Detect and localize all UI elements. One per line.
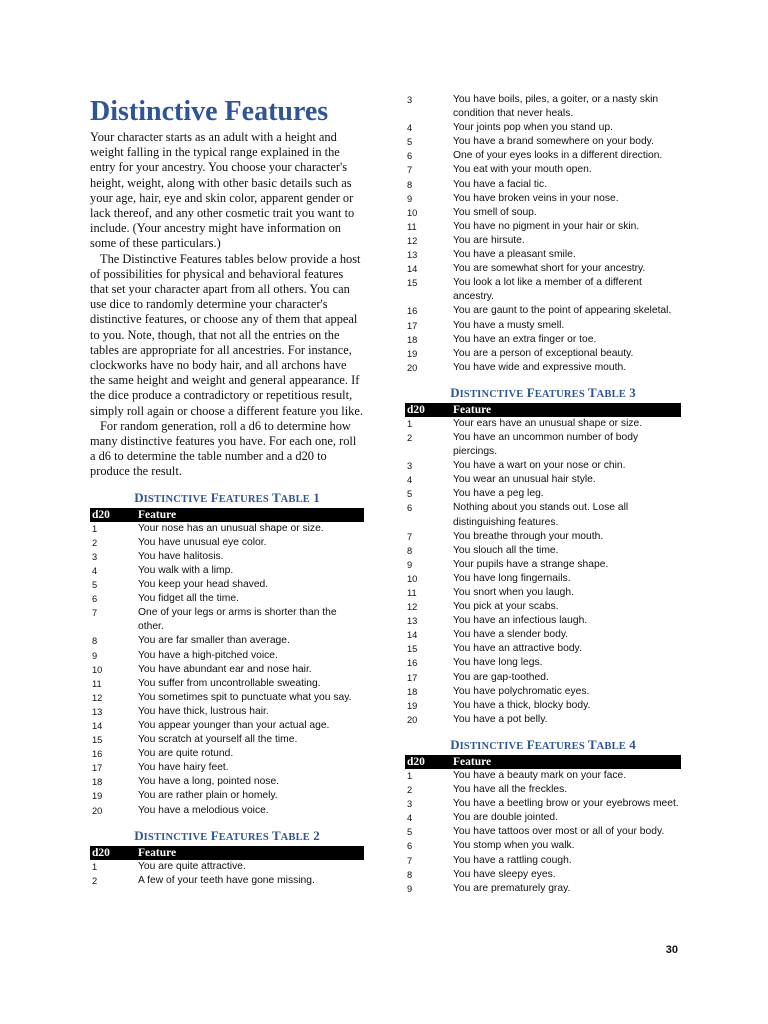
row-roll: 4 bbox=[92, 565, 98, 576]
table-row bbox=[90, 789, 364, 803]
row-feature: You snort when you laugh. bbox=[453, 587, 574, 598]
table-title: DISTINCTIVE FEATURES TABLE 2 bbox=[134, 827, 320, 843]
table-row bbox=[90, 536, 364, 550]
row-feature: You slouch all the time. bbox=[453, 544, 559, 556]
row-feature: You smell of soup. bbox=[453, 206, 537, 218]
table-row bbox=[405, 656, 681, 670]
page-number: 30 bbox=[665, 944, 678, 956]
row-feature: You are gaunt to the point of appearing skeletal. bbox=[453, 305, 672, 317]
row-feature: You have abundant ear and nose hair. bbox=[138, 663, 312, 675]
row-roll: 6 bbox=[407, 503, 413, 514]
table-row bbox=[405, 882, 681, 896]
table-row bbox=[405, 121, 681, 135]
row-roll: 9 bbox=[407, 193, 413, 204]
row-roll: 4 bbox=[407, 475, 413, 486]
row-feature: You have sleepy eyes. bbox=[453, 868, 556, 880]
row-feature: Your ears have an unusual shape or size. bbox=[453, 417, 643, 429]
row-roll: 6 bbox=[407, 841, 413, 852]
table-row bbox=[405, 685, 681, 699]
table-number: 4 bbox=[629, 736, 636, 752]
table-row bbox=[90, 691, 364, 705]
row-feature: You have all the freckles. bbox=[453, 784, 568, 796]
table-row bbox=[405, 206, 681, 220]
header-feature: Feature bbox=[453, 403, 492, 416]
table-row bbox=[405, 347, 681, 361]
intro-paragraph: Your character starts as an adult with a height and weight falling in the typical range explained in the entry for your ancestry. You choose your character's height, weight, along with other basic details such as your age, hair, eye and skin color, apparent gender or lack thereof, and any other cosmetic trait you want to include. (Your ancestry might have information on some of these particulars.) bbox=[90, 130, 355, 251]
row-roll: 1 bbox=[407, 418, 413, 429]
row-feature: You have a beauty mark on your face. bbox=[453, 769, 627, 781]
row-feature: You keep your head shaved. bbox=[138, 579, 269, 591]
table-row bbox=[90, 775, 364, 789]
row-roll: 1 bbox=[92, 523, 98, 534]
header-feature: Feature bbox=[138, 846, 177, 859]
row-feature: Nothing about you stands out. Lose all distinguishing features. bbox=[453, 502, 629, 528]
row-feature: You have long legs. bbox=[453, 657, 543, 669]
row-roll: 5 bbox=[407, 489, 413, 500]
row-feature: A few of your teeth have gone missing. bbox=[138, 874, 315, 886]
table-row bbox=[405, 178, 681, 192]
row-roll: 1 bbox=[407, 770, 413, 781]
table-1 bbox=[90, 490, 364, 818]
table-row bbox=[405, 671, 681, 685]
table-row bbox=[405, 487, 681, 501]
table-row bbox=[405, 417, 681, 431]
row-feature: You have wide and expressive mouth. bbox=[453, 361, 627, 373]
table-row bbox=[405, 713, 681, 727]
table-number: 3 bbox=[629, 384, 636, 400]
table-row bbox=[405, 642, 681, 656]
row-roll: 8 bbox=[407, 869, 413, 880]
row-roll: 19 bbox=[407, 348, 418, 359]
row-feature: You have a rattling cough. bbox=[453, 854, 572, 866]
row-feature: You suffer from uncontrollable sweating. bbox=[138, 677, 321, 689]
row-roll: 2 bbox=[92, 875, 98, 886]
row-feature: You have a brand somewhere on your body. bbox=[453, 136, 654, 148]
row-roll: 15 bbox=[92, 735, 103, 746]
table-row bbox=[90, 677, 364, 691]
table-row bbox=[405, 473, 681, 487]
row-feature: You eat with your mouth open. bbox=[453, 164, 592, 176]
row-feature: You have broken veins in your nose. bbox=[453, 192, 619, 204]
table-number: 2 bbox=[313, 827, 320, 843]
table-row bbox=[405, 544, 681, 558]
row-roll: 7 bbox=[92, 608, 98, 619]
row-roll: 16 bbox=[92, 749, 103, 760]
table-row bbox=[90, 578, 364, 592]
row-feature: You have boils, piles, a goiter, or a nasty skin condition that never heals. bbox=[453, 94, 659, 120]
row-feature: You have a wart on your nose or chin. bbox=[453, 460, 626, 472]
row-feature: Your joints pop when you stand up. bbox=[453, 122, 613, 134]
table-title: DISTINCTIVE FEATURES TABLE 3 bbox=[450, 384, 636, 400]
table-row bbox=[405, 586, 681, 600]
row-feature: You have a pot belly. bbox=[453, 713, 548, 725]
row-feature: You are a person of exceptional beauty. bbox=[453, 347, 634, 359]
row-roll: 17 bbox=[92, 763, 103, 774]
table-row bbox=[405, 234, 681, 248]
table-row bbox=[90, 649, 364, 663]
row-roll: 2 bbox=[407, 785, 413, 796]
header-d20: d20 bbox=[407, 755, 425, 768]
row-feature: You appear younger than your actual age. bbox=[138, 719, 330, 731]
table-header bbox=[405, 755, 681, 769]
table-header bbox=[90, 846, 364, 860]
row-roll: 20 bbox=[407, 714, 418, 725]
table-row bbox=[405, 149, 681, 163]
row-feature: You have a musty smell. bbox=[453, 319, 565, 331]
row-feature: You have an infectious laugh. bbox=[453, 615, 588, 627]
table-row bbox=[90, 733, 364, 747]
row-feature: You pick at your scabs. bbox=[453, 601, 559, 613]
row-feature: You have hairy feet. bbox=[138, 762, 229, 774]
table-row bbox=[405, 783, 681, 797]
row-feature: You scratch at yourself all the time. bbox=[138, 734, 298, 746]
row-roll: 3 bbox=[407, 461, 413, 472]
left-column bbox=[90, 96, 364, 888]
table-row bbox=[405, 797, 681, 811]
row-roll: 14 bbox=[407, 264, 418, 275]
table-row bbox=[405, 135, 681, 149]
row-roll: 8 bbox=[407, 179, 413, 190]
table-header bbox=[90, 508, 364, 522]
row-roll: 20 bbox=[92, 805, 103, 816]
header-d20: d20 bbox=[92, 508, 110, 521]
table-row bbox=[90, 522, 364, 536]
row-roll: 11 bbox=[92, 678, 102, 689]
row-roll: 15 bbox=[407, 278, 418, 289]
row-roll: 10 bbox=[92, 664, 103, 675]
row-feature: You have a slender body. bbox=[453, 629, 569, 641]
row-feature: You are somewhat short for your ancestry. bbox=[453, 263, 646, 275]
table-row bbox=[405, 262, 681, 276]
row-feature: You have a high-pitched voice. bbox=[138, 649, 278, 661]
row-feature: You breathe through your mouth. bbox=[453, 530, 604, 542]
row-feature: You are quite attractive. bbox=[138, 860, 246, 872]
row-feature: You are rather plain or homely. bbox=[138, 790, 278, 802]
row-roll: 9 bbox=[407, 559, 413, 570]
table-row bbox=[405, 248, 681, 262]
row-roll: 2 bbox=[92, 537, 98, 548]
row-roll: 14 bbox=[92, 720, 103, 731]
row-feature: You have a beetling brow or your eyebrows meet. bbox=[453, 798, 679, 810]
right-column bbox=[405, 93, 681, 896]
row-roll: 6 bbox=[407, 151, 413, 162]
row-roll: 15 bbox=[407, 644, 418, 655]
table-row bbox=[405, 699, 681, 713]
row-roll: 16 bbox=[407, 658, 418, 669]
row-roll: 9 bbox=[407, 883, 413, 894]
row-feature: You have a peg leg. bbox=[453, 488, 544, 500]
table-row bbox=[405, 459, 681, 473]
table-row bbox=[90, 592, 364, 606]
table-row bbox=[405, 163, 681, 177]
table-row bbox=[405, 868, 681, 882]
row-roll: 4 bbox=[407, 813, 413, 824]
row-feature: Your nose has an unusual shape or size. bbox=[138, 522, 324, 534]
row-roll: 18 bbox=[407, 686, 418, 697]
row-feature: You have an extra finger or toe. bbox=[453, 333, 597, 345]
table-row bbox=[405, 501, 681, 529]
row-feature: You walk with a limp. bbox=[138, 564, 234, 576]
table-row bbox=[90, 606, 364, 634]
row-feature: You are prematurely gray. bbox=[453, 882, 571, 894]
header-d20: d20 bbox=[92, 846, 110, 859]
row-roll: 17 bbox=[407, 672, 418, 683]
row-feature: One of your legs or arms is shorter than the other. bbox=[138, 607, 337, 633]
row-feature: You have thick, lustrous hair. bbox=[138, 705, 269, 717]
page-title: Distinctive Features bbox=[90, 96, 329, 127]
header-d20: d20 bbox=[407, 403, 425, 416]
row-roll: 8 bbox=[407, 545, 413, 556]
row-feature: You have a thick, blocky body. bbox=[453, 699, 591, 711]
row-roll: 16 bbox=[407, 306, 418, 317]
row-feature: You are quite rotund. bbox=[138, 748, 234, 760]
row-feature: You have halitosis. bbox=[138, 550, 224, 562]
table-row bbox=[405, 192, 681, 206]
row-roll: 13 bbox=[407, 616, 418, 627]
row-roll: 10 bbox=[407, 573, 418, 584]
row-feature: You have long fingernails. bbox=[453, 572, 571, 584]
row-roll: 1 bbox=[92, 861, 98, 872]
table-row bbox=[90, 747, 364, 761]
row-roll: 4 bbox=[407, 123, 413, 134]
table-row bbox=[405, 839, 681, 853]
table-row bbox=[405, 304, 681, 318]
table-row bbox=[405, 431, 681, 459]
row-feature: You sometimes spit to punctuate what you say. bbox=[138, 691, 352, 703]
table-row bbox=[405, 854, 681, 868]
table-row bbox=[90, 550, 364, 564]
table-title: DISTINCTIVE FEATURES TABLE 1 bbox=[134, 489, 320, 505]
table-row bbox=[405, 811, 681, 825]
table-row bbox=[90, 705, 364, 719]
table-row bbox=[405, 628, 681, 642]
row-feature: You have polychromatic eyes. bbox=[453, 685, 590, 697]
table-row bbox=[90, 663, 364, 677]
row-roll: 11 bbox=[407, 221, 417, 232]
row-roll: 13 bbox=[92, 706, 103, 717]
table-row bbox=[405, 558, 681, 572]
row-roll: 12 bbox=[92, 692, 103, 703]
row-feature: You are gap-toothed. bbox=[453, 671, 549, 683]
table-header bbox=[405, 403, 681, 417]
table-row bbox=[405, 220, 681, 234]
row-roll: 11 bbox=[407, 588, 417, 598]
row-roll: 20 bbox=[407, 362, 418, 373]
table-row bbox=[90, 874, 364, 888]
table-2 bbox=[90, 828, 364, 888]
table-row bbox=[90, 634, 364, 648]
row-roll: 9 bbox=[92, 650, 98, 661]
row-feature: You have unusual eye color. bbox=[138, 536, 267, 548]
row-roll: 7 bbox=[407, 855, 413, 866]
table-4 bbox=[405, 737, 681, 896]
row-roll: 18 bbox=[407, 334, 418, 345]
row-roll: 2 bbox=[407, 432, 413, 443]
row-feature: You have a pleasant smile. bbox=[453, 249, 576, 261]
row-roll: 18 bbox=[92, 777, 103, 788]
row-roll: 5 bbox=[407, 137, 413, 148]
table-title: DISTINCTIVE FEATURES TABLE 4 bbox=[450, 736, 636, 752]
row-roll: 3 bbox=[407, 799, 413, 810]
row-feature: You are far smaller than average. bbox=[138, 635, 290, 647]
row-roll: 3 bbox=[92, 551, 98, 562]
row-roll: 13 bbox=[407, 250, 418, 261]
row-roll: 7 bbox=[407, 165, 413, 176]
table-2-continued bbox=[405, 93, 681, 375]
row-roll: 5 bbox=[407, 827, 413, 838]
random-paragraph: For random generation, roll a d6 to determine how many distinctive features you have. For each one, roll a d6 to determine the table number and a d20 to produce the result. bbox=[90, 418, 357, 479]
table-row bbox=[405, 276, 681, 304]
row-feature: You fidget all the time. bbox=[138, 593, 239, 605]
row-roll: 14 bbox=[407, 630, 418, 641]
row-feature: You have tattoos over most or all of your body. bbox=[453, 826, 665, 838]
row-roll: 8 bbox=[92, 636, 98, 647]
table-3 bbox=[405, 385, 681, 727]
table-row bbox=[405, 614, 681, 628]
table-row bbox=[405, 333, 681, 347]
row-feature: You have a long, pointed nose. bbox=[138, 776, 280, 788]
row-feature: You stomp when you walk. bbox=[453, 840, 575, 852]
row-feature: You are double jointed. bbox=[453, 812, 558, 824]
row-feature: Your pupils have a strange shape. bbox=[453, 558, 609, 570]
row-feature: You have an attractive body. bbox=[453, 643, 582, 655]
row-roll: 12 bbox=[407, 235, 418, 246]
row-roll: 10 bbox=[407, 207, 418, 218]
table-row bbox=[405, 572, 681, 586]
table-row bbox=[90, 719, 364, 733]
row-feature: You have a facial tic. bbox=[453, 178, 548, 190]
table-row bbox=[405, 600, 681, 614]
row-feature: You have an uncommon number of body piercings. bbox=[453, 431, 639, 458]
row-roll: 3 bbox=[407, 95, 413, 105]
table-row bbox=[90, 761, 364, 775]
row-feature: You wear an unusual hair style. bbox=[453, 474, 596, 486]
header-feature: Feature bbox=[138, 508, 177, 521]
row-feature: You are hirsute. bbox=[453, 234, 525, 246]
table-row bbox=[90, 564, 364, 578]
row-feature: You have a melodious voice. bbox=[138, 804, 269, 816]
table-row bbox=[405, 530, 681, 544]
row-feature: You look a lot like a member of a different ancestry. bbox=[453, 277, 642, 303]
table-row bbox=[90, 860, 364, 874]
row-roll: 6 bbox=[92, 594, 98, 605]
row-roll: 19 bbox=[92, 791, 103, 802]
row-roll: 5 bbox=[92, 580, 98, 591]
row-roll: 12 bbox=[407, 602, 418, 613]
table-row bbox=[90, 804, 364, 818]
table-row bbox=[405, 93, 681, 121]
table-row bbox=[405, 319, 681, 333]
row-feature: You have no pigment in your hair or skin. bbox=[453, 220, 640, 232]
row-roll: 7 bbox=[407, 531, 413, 542]
table-row bbox=[405, 769, 681, 783]
table-number: 1 bbox=[313, 489, 320, 505]
row-roll: 19 bbox=[407, 700, 418, 711]
table-row bbox=[405, 825, 681, 839]
tables-paragraph: The Distinctive Features tables below provide a host of possibilities for physical and behavioral features that set your character apart from all others. You can use dice to randomly determine your character's distinctive features, or choose any of them that appeal to you. Note, though, that not all the entries on the tables are appropriate for all ancestries. For instance, clockworks have no body hair, and all archons have the same height and weight and general appearance. If the dice produce a contradictory or repetitious result, simply roll again or choose a different feature you like. bbox=[90, 251, 363, 418]
header-feature: Feature bbox=[453, 755, 492, 768]
row-roll: 17 bbox=[407, 320, 418, 331]
table-row bbox=[405, 361, 681, 375]
row-feature: One of your eyes looks in a different direction. bbox=[453, 150, 663, 162]
